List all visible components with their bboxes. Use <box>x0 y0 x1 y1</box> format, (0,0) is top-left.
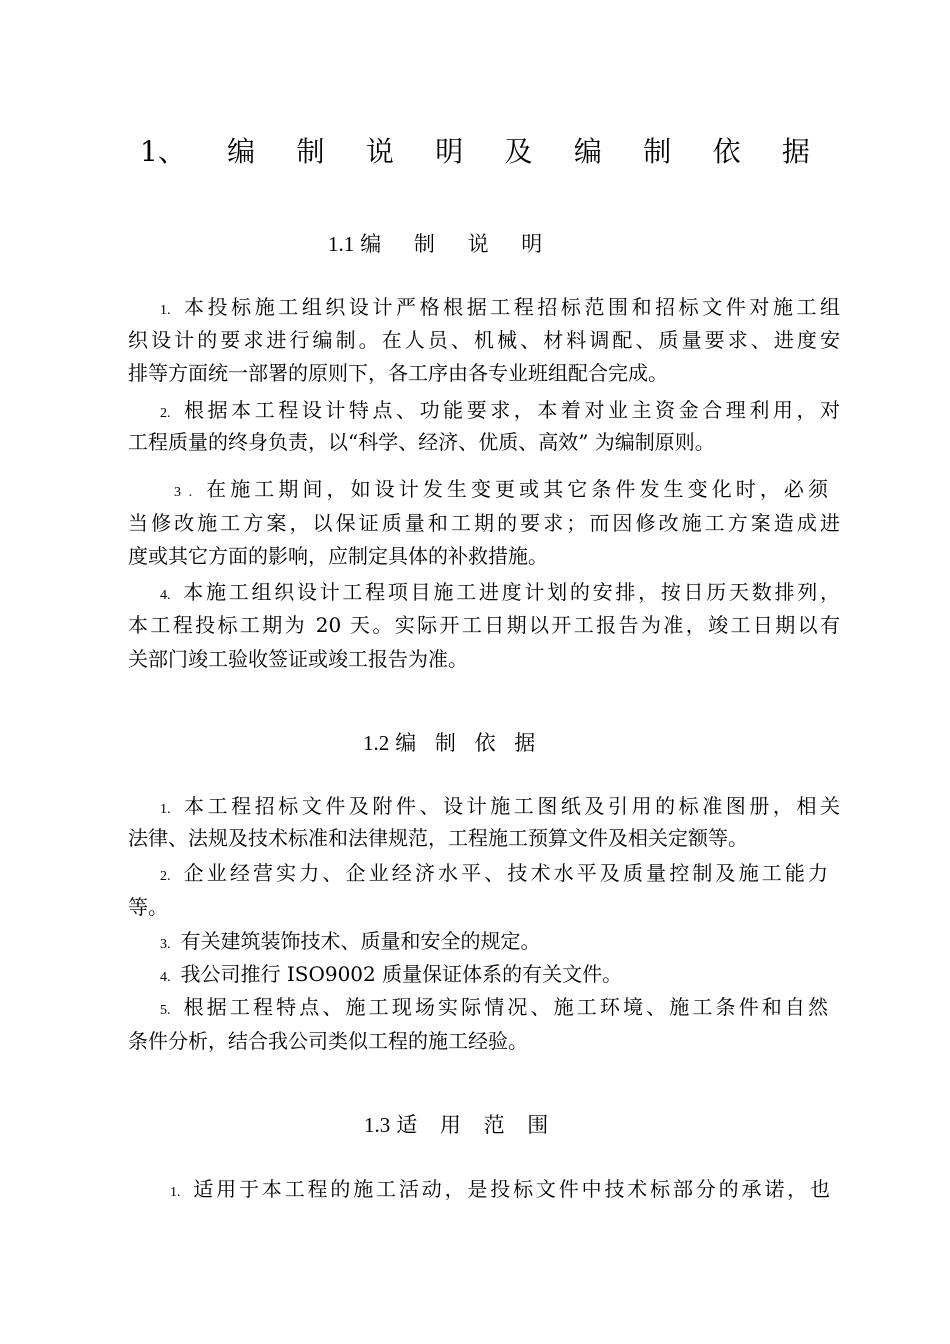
paragraph-line <box>160 858 828 892</box>
line-text: 根据本工程设计特点、功能要求，本着对业主资金合理利用，对 <box>180 398 840 422</box>
section-heading <box>328 229 542 259</box>
item-number: 1. <box>170 1185 181 1200</box>
line-text: 适用于本工程的施工活动，是投标文件中技术标部分的承诺，也 <box>190 1177 830 1201</box>
line-text: 根据工程特点、施工现场实际情况、施工环境、施工条件和自然 <box>180 995 828 1019</box>
section-title: 适 用 范 围 <box>396 1113 549 1137</box>
paragraph-line: 排等方面统一部署的原则下，各工序由各专业班组配合完成。 <box>128 361 668 385</box>
document-title <box>140 132 810 172</box>
paragraph-line: 工程质量的终身负责，以“科学、经济、优质、高效” 为编制原则。 <box>128 430 715 454</box>
section-heading <box>364 1110 548 1140</box>
title-char: 据 <box>781 135 810 168</box>
line-text: 本工程招标文件及附件、设计施工图纸及引用的标准图册，相关 <box>180 794 840 818</box>
paragraph-line: 关部门竣工验收签证或竣工报告为准。 <box>128 647 468 671</box>
title-char: 编 <box>227 135 256 168</box>
title-char: 制 <box>643 135 672 168</box>
paragraph-line <box>160 992 828 1026</box>
line-text: 我公司推行 ISO9002 质量保证体系的有关文件。 <box>180 962 623 986</box>
paragraph-line <box>160 959 622 993</box>
paragraph-line <box>160 395 840 429</box>
paragraph-line <box>170 1174 830 1208</box>
line-text: 本投标施工组织设计严格根据工程招标范围和招标文件对施工组 <box>180 295 840 319</box>
item-number: 2. <box>160 869 171 884</box>
section-title: 编 制 依 据 <box>395 731 536 755</box>
title-char: 编 <box>573 135 602 168</box>
paragraph-line: 条件分析，结合我公司类似工程的施工经验。 <box>128 1029 528 1053</box>
item-number: 4. <box>160 970 171 985</box>
paragraph-line <box>160 926 541 960</box>
title-char: 依 <box>712 135 741 168</box>
section-number: 1.1 <box>328 232 355 256</box>
paragraph-line: 当修改施工方案，以保证质量和工期的要求；而因修改施工方案造成进 <box>128 511 840 535</box>
item-number: 5. <box>160 1003 171 1018</box>
section-number: 1.2 <box>363 731 390 755</box>
paragraph-line <box>160 791 840 825</box>
item-number: 1. <box>160 303 171 318</box>
title-char: 及 <box>504 135 533 168</box>
item-number: 4. <box>160 588 171 603</box>
item-number: 3 . <box>174 485 193 500</box>
section-title: 编 制 说 明 <box>360 232 543 256</box>
paragraph-line: 织设计的要求进行编制。在人员、机械、材料调配、质量要求、进度安 <box>128 328 840 352</box>
item-number: 2. <box>160 406 171 421</box>
paragraph-line: 本工程投标工期为 20 天。实际开工日期以开工报告为准，竣工日期以有 <box>128 613 840 637</box>
section-heading <box>363 728 535 758</box>
title-char: 制 <box>296 135 325 168</box>
paragraph-line: 度或其它方面的影响，应制定具体的补救措施。 <box>128 544 548 568</box>
title-char: 1、 <box>140 135 186 168</box>
section-number: 1.3 <box>364 1113 391 1137</box>
line-text: 企业经营实力、企业经济水平、技术水平及质量控制及施工能力 <box>180 861 828 885</box>
title-char: 明 <box>435 135 464 168</box>
paragraph-line: 等。 <box>128 895 168 919</box>
line-text: 本施工组织设计工程项目施工进度计划的安排，按日历天数排列， <box>180 580 840 604</box>
line-text: 有关建筑装饰技术、质量和安全的规定。 <box>180 929 541 953</box>
paragraph-line <box>174 474 828 508</box>
line-text: 在施工期间，如设计发生变更或其它条件发生变化时，必须 <box>202 477 829 501</box>
title-char: 说 <box>365 135 394 168</box>
paragraph-line <box>160 577 840 611</box>
paragraph-line: 法律、法规及技术标准和法律规范，工程施工预算文件及相关定额等。 <box>128 826 748 850</box>
item-number: 1. <box>160 802 171 817</box>
paragraph-line <box>160 292 840 326</box>
item-number: 3. <box>160 937 171 952</box>
